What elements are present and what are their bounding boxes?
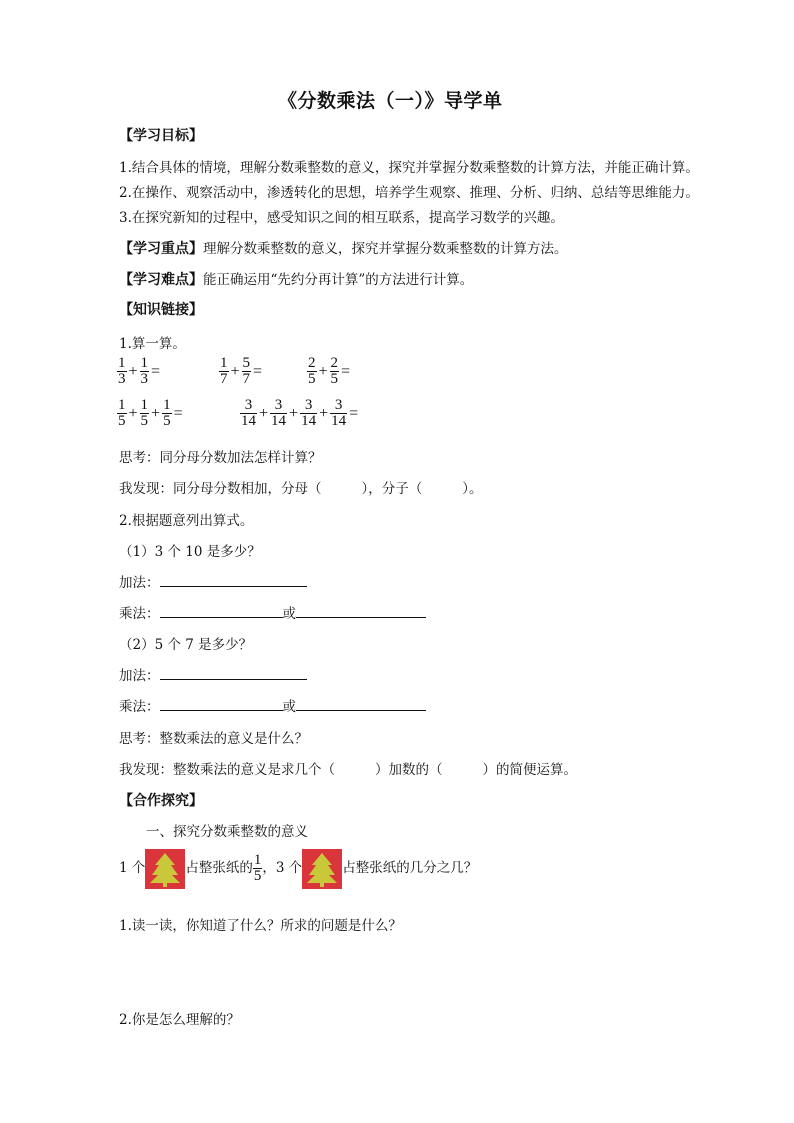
key-point-header: 【学习重点】 [119,241,203,257]
links-question-1: 1.算一算。 [119,336,186,352]
fraction: $\frac{1}{3}$ [140,355,149,387]
objectives-header: 【学习目标】 [119,128,203,144]
fraction: $\frac{1}{3}$ [118,355,126,387]
addition-line-2: 加法： [119,664,307,684]
discovery-1: 我发现：同分母分数相加，分母（ ），分子（ ）。 [119,481,483,497]
tree-picture-icon [145,849,185,889]
explore-subtitle: 一、探究分数乘整数的意义 [146,824,308,840]
think-question-2: 思考：整数乘法的意义是什么？ [119,731,308,747]
equation-4: $\frac{1}{5}$ + $\frac{1}{5}$ + $\frac{1}{5}$ = [118,397,183,429]
fraction: $\frac{2}{5}$ [308,355,316,387]
links-question-2: 2.根据题意列出算式。 [119,513,254,529]
explore-header: 【合作探究】 [119,793,203,809]
difficulty-text: 能正确运用“先约分再计算”的方法进行计算。 [203,272,474,288]
question-2-2: （2）5 个 7 是多少？ [119,637,253,653]
explore-question-2: 2.你是怎么理解的？ [119,1012,240,1028]
fraction: $\frac{3}{14}$ [331,397,347,429]
page-title: 《分数乘法（一）》导学单 [278,90,503,112]
fraction: $\frac{1}{5}$ [163,397,171,429]
objective-item-2: 2.在操作、观察活动中，渗透转化的思想，培养学生观察、推理、分析、归纳、总结等思维能力。 [119,185,699,201]
fraction: $\frac{3}{14}$ [271,397,287,429]
answer-blank[interactable] [160,696,283,711]
fraction: $\frac{5}{7}$ [242,355,251,387]
key-point-text: 理解分数乘整数的意义，探究并掌握分数乘整数的计算方法。 [203,241,568,257]
answer-blank[interactable] [296,603,426,618]
objective-item-1: 1.结合具体的情境，理解分数乘整数的意义，探究并掌握分数乘整数的计算方法，并能正确计算。 [119,160,699,176]
fraction: $\frac{1}{5}$ [253,852,262,884]
answer-blank[interactable] [160,572,307,587]
fraction: $\frac{1}{5}$ [118,397,126,429]
difficulty-header: 【学习难点】 [119,272,203,288]
fraction: $\frac{2}{5}$ [330,355,339,387]
explore-question-1: 1.读一读，你知道了什么？所求的问题是什么？ [119,918,402,934]
explore-problem: 1 个 占整张纸的 $\frac{1}{5}$ ，3 个 占整张纸的几分之几？ [119,848,477,889]
answer-blank[interactable] [160,603,283,618]
equation-5: $\frac{3}{14}$ + $\frac{3}{14}$ + $\frac{3}{14}$ + $\frac{3}{14}$ = [241,397,359,429]
key-point [119,237,568,258]
answer-blank[interactable] [160,665,307,680]
fraction: $\frac{1}{7}$ [220,355,228,387]
fraction: $\frac{3}{14}$ [241,397,256,429]
equation-3: $\frac{2}{5}$ + $\frac{2}{5}$ = [308,355,351,387]
question-2-1: （1）3 个 10 是多少？ [119,544,261,560]
objective-item-3: 3.在探究新知的过程中，感受知识之间的相互联系，提高学习数学的兴趣。 [119,210,564,226]
equation-2: $\frac{1}{7}$ + $\frac{5}{7}$ = [220,355,263,387]
discovery-2: 我发现：整数乘法的意义是求几个（ ）加数的（ ）的简便运算。 [119,762,577,778]
difficulty [119,268,473,289]
fraction: $\frac{1}{5}$ [140,397,149,429]
answer-blank[interactable] [296,696,426,711]
fraction: $\frac{3}{14}$ [301,397,317,429]
multiplication-line-2: 乘法： 或 [119,695,426,715]
tree-picture-icon [302,849,342,889]
think-question-1: 思考：同分母分数加法怎样计算？ [119,450,322,466]
links-header: 【知识链接】 [119,302,203,318]
addition-line-1: 加法： [119,571,307,591]
multiplication-line-1: 乘法： 或 [119,602,426,622]
equation-1: $\frac{1}{3}$ + $\frac{1}{3}$ = [118,355,161,387]
